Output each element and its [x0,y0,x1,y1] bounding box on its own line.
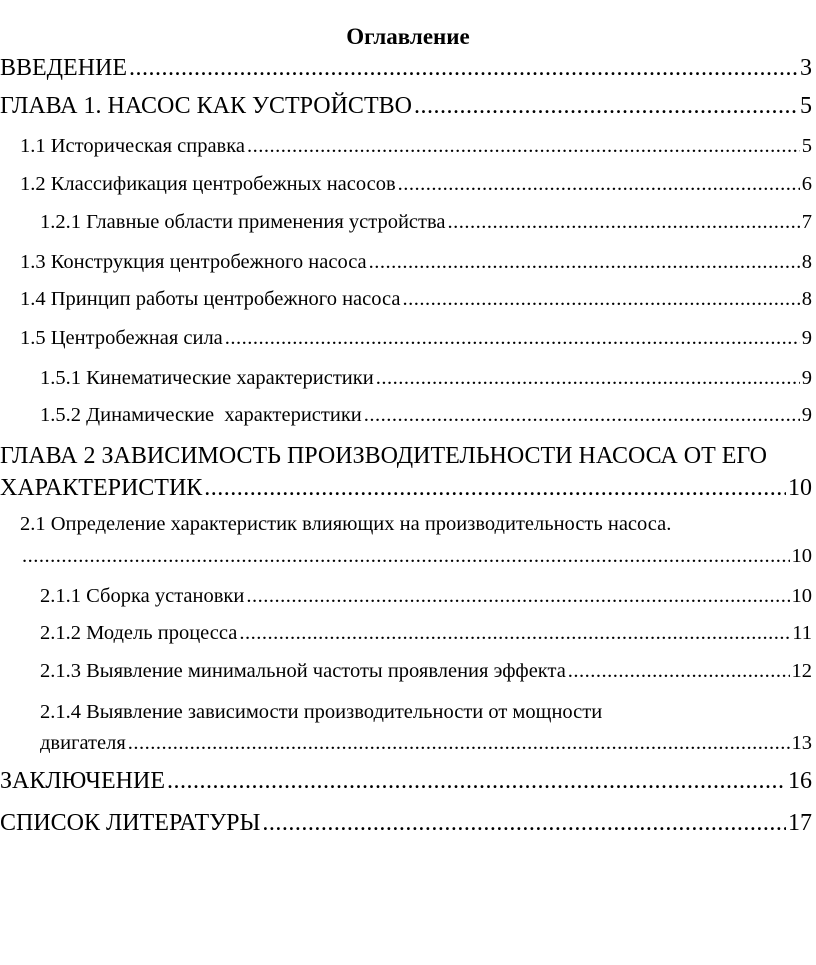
toc-entry-title: СПИСОК ЛИТЕРАТУРЫ [0,810,261,836]
dot-leader [128,733,790,754]
toc-entry-2-1-2[interactable] [40,623,812,644]
dot-leader [204,476,786,500]
toc-entry-introduction[interactable] [0,56,812,80]
toc-entry-page: 9 [801,327,812,349]
dot-leader [225,328,800,349]
toc-entry-page: 3 [800,55,812,81]
toc-entry-2-1-4[interactable] [40,733,812,754]
toc-entry-chapter-2-line1[interactable]: ГЛАВА 2 ЗАВИСИМОСТЬ ПРОИЗВОДИТЕЛЬНОСТИ НАСОСА ОТ ЕГО [0,443,767,469]
toc-entry-title: двигателя [40,732,126,754]
toc-entry-page: 5 [800,93,812,119]
toc-entry-title: 2.1.2 Модель процесса [40,622,238,644]
toc-entry-2-1-1[interactable] [40,586,812,607]
toc-entry-page: 11 [792,622,812,644]
toc-entry-title: ВВЕДЕНИЕ [0,55,128,81]
toc-entry-page: 9 [801,367,812,389]
toc-entry-title: 1.2.1 Главные области применения устройства [40,211,446,233]
toc-entry-references[interactable] [0,811,812,835]
dot-leader [239,623,790,644]
dot-leader [568,661,790,682]
toc-entry-title: 2.1.1 Сборка установки [40,585,245,607]
toc-entry-1-5[interactable] [20,328,812,349]
toc-entry-1-2-1[interactable] [40,212,812,233]
toc-heading: Оглавление [346,24,470,49]
dot-leader [167,769,786,793]
toc-entry-page: 13 [791,732,812,754]
toc-entry-2-1-3[interactable] [40,661,812,682]
toc-entry-page: 6 [801,173,812,195]
toc-entry-page: 8 [801,251,812,273]
toc-entry-title: ЗАКЛЮЧЕНИЕ [0,768,165,794]
toc-entry-page: 7 [801,211,812,233]
toc-entry-title: 1.5.1 Кинематические характеристики [40,367,374,389]
toc-entry-2-1[interactable] [20,546,812,567]
toc-entry-title: 2.1.3 Выявление минимальной частоты проявления эффекта [40,660,566,682]
dot-leader [369,252,800,273]
toc-entry-page: 17 [788,810,812,836]
toc-entry-page: 9 [801,404,812,426]
toc-entry-1-3[interactable] [20,252,812,273]
dot-leader [414,94,798,118]
toc-entry-2-1-4-line1[interactable]: 2.1.4 Выявление зависимости производительности от мощности [40,701,603,723]
toc-entry-page: 10 [791,585,812,607]
toc-entry-chapter-1[interactable] [0,94,812,118]
dot-leader [247,136,800,157]
toc-entry-1-5-1[interactable] [40,368,812,389]
dot-leader [398,174,800,195]
toc-entry-page: 8 [801,288,812,310]
toc-entry-1-2[interactable] [20,174,812,195]
toc-entry-1-5-2[interactable] [40,405,812,426]
toc-entry-page: 10 [791,545,812,567]
toc-entry-title: 1.5 Центробежная сила [20,327,223,349]
dot-leader [129,56,798,80]
toc-entry-title: ГЛАВА 1. НАСОС КАК УСТРОЙСТВО [0,93,412,119]
toc-entry-2-1-line1[interactable]: 2.1 Определение характеристик влияющих на производительность насоса. [20,513,672,535]
toc-entry-title: 1.4 Принцип работы центробежного насоса [20,288,401,310]
toc-entry-1-4[interactable] [20,289,812,310]
toc-entry-title: 1.1 Историческая справка [20,135,245,157]
toc-entry-1-1[interactable] [20,136,812,157]
toc-entry-page: 5 [801,135,812,157]
dot-leader [246,586,789,607]
dot-leader [22,546,790,567]
toc-entry-page: 12 [791,660,812,682]
toc-entry-page: 10 [788,475,812,501]
toc-entry-title: 1.5.2 Динамические характеристики [40,404,362,426]
toc-entry-conclusion[interactable] [0,769,812,793]
dot-leader [376,368,800,389]
dot-leader [448,212,800,233]
toc-entry-title: 1.2 Классификация центробежных насосов [20,173,396,195]
toc-entry-title: ХАРАКТЕРИСТИК [0,475,203,501]
toc-entry-chapter-2[interactable] [0,476,812,500]
toc-entry-page: 16 [788,768,812,794]
dot-leader [364,405,800,426]
dot-leader [402,289,799,310]
toc-entry-title: 1.3 Конструкция центробежного насоса [20,251,367,273]
dot-leader [262,811,786,835]
